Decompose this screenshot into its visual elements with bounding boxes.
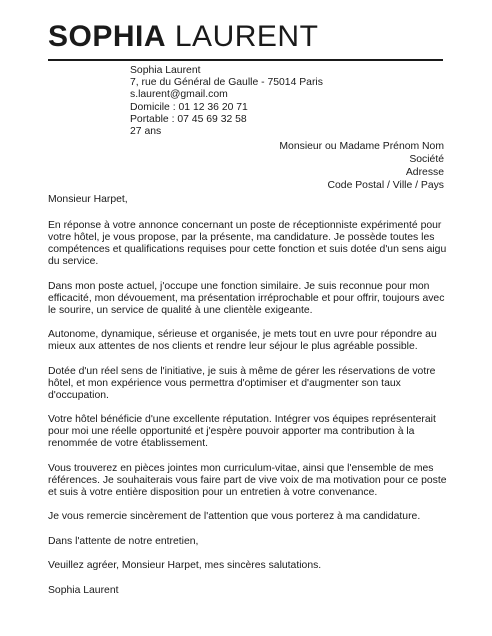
- letter-closing: Veuillez agréer, Monsieur Harpet, mes sincères salutations.: [48, 560, 322, 571]
- sender-age: 27 ans: [130, 126, 162, 138]
- paragraph: Votre hôtel bénéficie d'une excellente réputation. Intégrer vos équipes représenterait pour moi une réelle opportunité et j'espère pouvoir apporter ma contribution à la renommée de votre établissement.: [48, 414, 436, 449]
- recipient-name: Monsieur ou Madame Prénom Nom: [279, 141, 444, 152]
- sender-phone-mobile: Portable : 07 45 69 32 58: [130, 113, 247, 125]
- paragraph: Je vous remercie sincèrement de l'attention que vous porterez à ma candidature.: [48, 511, 421, 522]
- paragraph: Dans l'attente de notre entretien,: [48, 535, 199, 547]
- first-name: SOPHIA: [48, 20, 167, 53]
- paragraph: En réponse à votre annonce concernant un poste de réceptionniste expérimenté pour votre hôtel, je vous propose, par la présente, ma candidature. Je possède toutes les compétences et qualifications requises pour cette fonction et suis dotée d'un sens aigu du service.: [48, 220, 447, 267]
- page-title: [48, 18, 318, 56]
- letter-body: [48, 194, 448, 597]
- header-divider: [48, 59, 443, 61]
- sender-email: s.laurent@gmail.com: [130, 89, 228, 101]
- paragraph: Dans mon poste actuel, j'occupe une fonction similaire. Je suis reconnue pour mon efficacité, mon dévouement, ma présentation irréprochable et pour offrir, toujours avec le sourire, un service de qualité à une clientèle exigeante.: [48, 280, 445, 316]
- paragraph: Autonome, dynamique, sérieuse et organisée, je mets tout en uvre pour répondre au mieux aux attentes de nos clients et rendre leur séjour le plus agréable possible.: [48, 329, 437, 352]
- sender-block: [130, 65, 430, 138]
- last-name: LAURENT: [174, 20, 319, 53]
- letter-greeting: Monsieur Harpet,: [48, 194, 128, 205]
- sender-address: 7, rue du Général de Gaulle - 75014 Paris: [130, 77, 323, 89]
- recipient-city: Code Postal / Ville / Pays: [327, 180, 444, 191]
- paragraph: Dotée d'un réel sens de l'initiative, je suis à même de gérer les réservations de votre hôtel, et mon expérience vous permettra d'optimiser et d'augmenter son taux d'occupation.: [48, 365, 436, 401]
- recipient-block: [184, 140, 444, 192]
- recipient-address: Adresse: [405, 167, 444, 178]
- paragraph: Vous trouverez en pièces jointes mon curriculum-vitae, ainsi que l'ensemble de mes références. Je souhaiterais vous faire part de vive voix de ma motivation pour ce poste et suis à votre entière disposition pour un entretien à votre convenance.: [48, 462, 447, 498]
- recipient-company: Société: [409, 154, 444, 165]
- sender-phone-home: Domicile : 01 12 36 20 71: [130, 101, 248, 113]
- sender-name: Sophia Laurent: [130, 65, 201, 76]
- letter-signature: Sophia Laurent: [48, 584, 119, 596]
